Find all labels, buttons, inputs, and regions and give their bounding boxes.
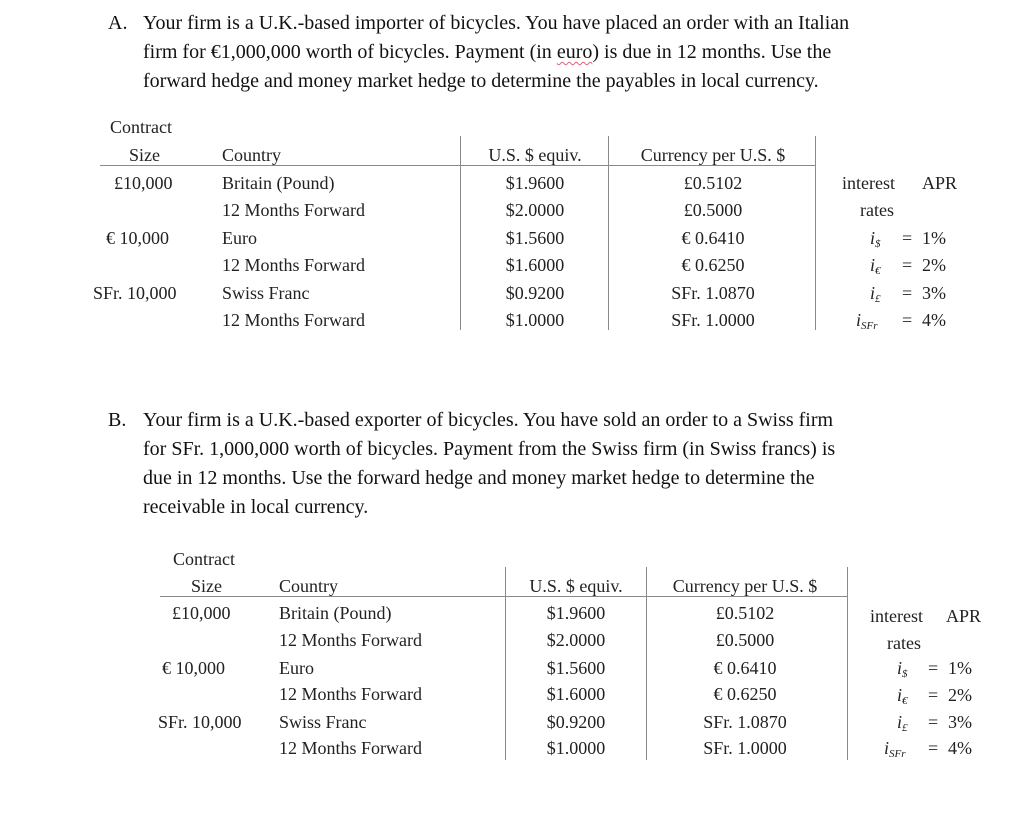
- header-size: Size: [129, 145, 160, 165]
- row-2-country: 12 Months Forward: [222, 200, 365, 220]
- row-b-4-usd-equiv: $1.6000: [546, 684, 606, 704]
- row-6-country: 12 Months Forward: [222, 310, 365, 330]
- question-b-line-2: for SFr. 1,000,000 worth of bicycles. Payment from the Swiss firm (in Swiss francs) is: [143, 438, 836, 460]
- row-b-6-country: 12 Months Forward: [279, 738, 422, 758]
- header-contract: Contract: [110, 117, 172, 137]
- question-b-label: B.: [108, 409, 127, 431]
- row-2-per-usd: £0.5000: [683, 200, 743, 220]
- rate-b-usd-value: 1%: [948, 658, 972, 678]
- header-country: Country: [222, 145, 282, 165]
- row-2-usd-equiv: $2.0000: [505, 200, 565, 220]
- row-b-5-per-usd: SFr. 1.0870: [703, 712, 787, 732]
- row-3-size: € 10,000: [106, 228, 169, 248]
- question-b-line-1: Your firm is a U.K.-based exporter of bicycles. You have sold an order to a Swiss firm: [143, 409, 834, 431]
- column-divider-1: [460, 136, 461, 330]
- rate-b-gbp-symbol: $i_£$: [897, 712, 908, 734]
- question-a-line-2-post: ) is due in 12 months. Use the: [592, 41, 832, 63]
- spellcheck-word-euro: euro: [556, 41, 593, 63]
- row-b-3-per-usd: € 0.6410: [713, 658, 777, 678]
- row-1-per-usd: £0.5102: [683, 173, 743, 193]
- row-b-2-usd-equiv: $2.0000: [546, 630, 606, 650]
- question-a-line-3: forward hedge and money market hedge to determine the payables in local currency.: [143, 70, 819, 92]
- row-b-5-usd-equiv: $0.9200: [546, 712, 606, 732]
- rate-gbp-eq: =: [902, 283, 913, 303]
- question-a-line-2: [143, 37, 831, 67]
- rates-header-interest: interest: [842, 173, 895, 193]
- rate-usd-value: 1%: [922, 228, 946, 248]
- header-usd-equiv-b: U.S. $ equiv.: [529, 576, 623, 596]
- row-b-6-usd-equiv: $1.0000: [546, 738, 606, 758]
- row-b-4-country: 12 Months Forward: [279, 684, 422, 704]
- rates-header-rates: rates: [860, 200, 894, 220]
- row-b-2-country: 12 Months Forward: [279, 630, 422, 650]
- row-b-1-size: £10,000: [172, 603, 231, 623]
- row-6-per-usd: SFr. 1.0000: [671, 310, 755, 330]
- column-divider-3: [815, 136, 816, 330]
- header-currency-per-usd-b: Currency per U.S. $: [672, 576, 818, 596]
- rate-b-eur-symbol: $i_€$: [897, 685, 908, 707]
- rate-chf-value: 4%: [922, 310, 946, 330]
- rate-b-gbp-value: 3%: [948, 712, 972, 732]
- rate-b-chf-eq: =: [928, 738, 939, 758]
- row-b-1-usd-equiv: $1.9600: [546, 603, 606, 623]
- question-b-line-3: due in 12 months. Use the forward hedge and money market hedge to determine the: [143, 467, 815, 489]
- row-b-4-per-usd: € 0.6250: [713, 684, 777, 704]
- row-4-per-usd: € 0.6250: [681, 255, 745, 275]
- rate-usd-symbol: $i_{\$}$: [870, 228, 881, 250]
- row-5-country: Swiss Franc: [222, 283, 310, 303]
- header-rule-b: [160, 596, 848, 597]
- rate-gbp-value: 3%: [922, 283, 946, 303]
- row-6-usd-equiv: $1.0000: [505, 310, 565, 330]
- row-5-size: SFr. 10,000: [93, 283, 177, 303]
- rate-eur-symbol: $i_€$: [870, 255, 881, 277]
- header-country-b: Country: [279, 576, 339, 596]
- row-b-1-country: Britain (Pound): [279, 603, 392, 623]
- rate-b-gbp-eq: =: [928, 712, 939, 732]
- rate-eur-value: 2%: [922, 255, 946, 275]
- row-1-usd-equiv: $1.9600: [505, 173, 565, 193]
- row-b-2-per-usd: £0.5000: [715, 630, 775, 650]
- row-b-3-usd-equiv: $1.5600: [546, 658, 606, 678]
- question-a-line-1: Your firm is a U.K.-based importer of bicycles. You have placed an order with an Italian: [143, 12, 850, 34]
- rate-eur-eq: =: [902, 255, 913, 275]
- row-4-country: 12 Months Forward: [222, 255, 365, 275]
- rate-b-usd-eq: =: [928, 658, 939, 678]
- row-5-usd-equiv: $0.9200: [505, 283, 565, 303]
- rate-b-eur-value: 2%: [948, 685, 972, 705]
- header-usd-equiv: U.S. $ equiv.: [488, 145, 582, 165]
- row-5-per-usd: SFr. 1.0870: [671, 283, 755, 303]
- rate-chf-eq: =: [902, 310, 913, 330]
- rate-usd-eq: =: [902, 228, 913, 248]
- header-currency-per-usd: Currency per U.S. $: [640, 145, 786, 165]
- rate-b-eur-eq: =: [928, 685, 939, 705]
- column-divider-b-3: [847, 567, 848, 760]
- row-b-1-per-usd: £0.5102: [715, 603, 775, 623]
- question-b-line-4: receivable in local currency.: [143, 496, 369, 518]
- rate-b-chf-symbol: $i_{SFr}$: [884, 738, 906, 760]
- column-divider-2: [608, 136, 609, 330]
- rates-b-header-apr: APR: [946, 606, 982, 626]
- row-3-country: Euro: [222, 228, 257, 248]
- header-rule: [100, 165, 816, 166]
- row-b-3-size: € 10,000: [162, 658, 225, 678]
- rate-chf-symbol: $i_{SFr}$: [856, 310, 878, 332]
- row-b-6-per-usd: SFr. 1.0000: [703, 738, 787, 758]
- row-b-5-country: Swiss Franc: [279, 712, 367, 732]
- header-contract-b: Contract: [173, 549, 235, 569]
- question-a-line-2-pre: firm for €1,000,000 worth of bicycles. Payment (in: [143, 41, 557, 63]
- column-divider-b-1: [505, 567, 506, 760]
- row-b-5-size: SFr. 10,000: [158, 712, 242, 732]
- rates-b-header-rates: rates: [887, 633, 921, 653]
- rate-b-usd-symbol: $i_{\$}$: [897, 658, 908, 680]
- row-3-per-usd: € 0.6410: [681, 228, 745, 248]
- rates-header-apr: APR: [922, 173, 958, 193]
- question-a-label: A.: [108, 12, 128, 34]
- row-3-usd-equiv: $1.5600: [505, 228, 565, 248]
- column-divider-b-2: [646, 567, 647, 760]
- header-size-b: Size: [191, 576, 222, 596]
- row-1-country: Britain (Pound): [222, 173, 335, 193]
- row-4-usd-equiv: $1.6000: [505, 255, 565, 275]
- rate-gbp-symbol: $i_£$: [870, 283, 881, 305]
- row-b-3-country: Euro: [279, 658, 314, 678]
- row-1-size: £10,000: [114, 173, 173, 193]
- rate-b-chf-value: 4%: [948, 738, 972, 758]
- rates-b-header-interest: interest: [870, 606, 923, 626]
